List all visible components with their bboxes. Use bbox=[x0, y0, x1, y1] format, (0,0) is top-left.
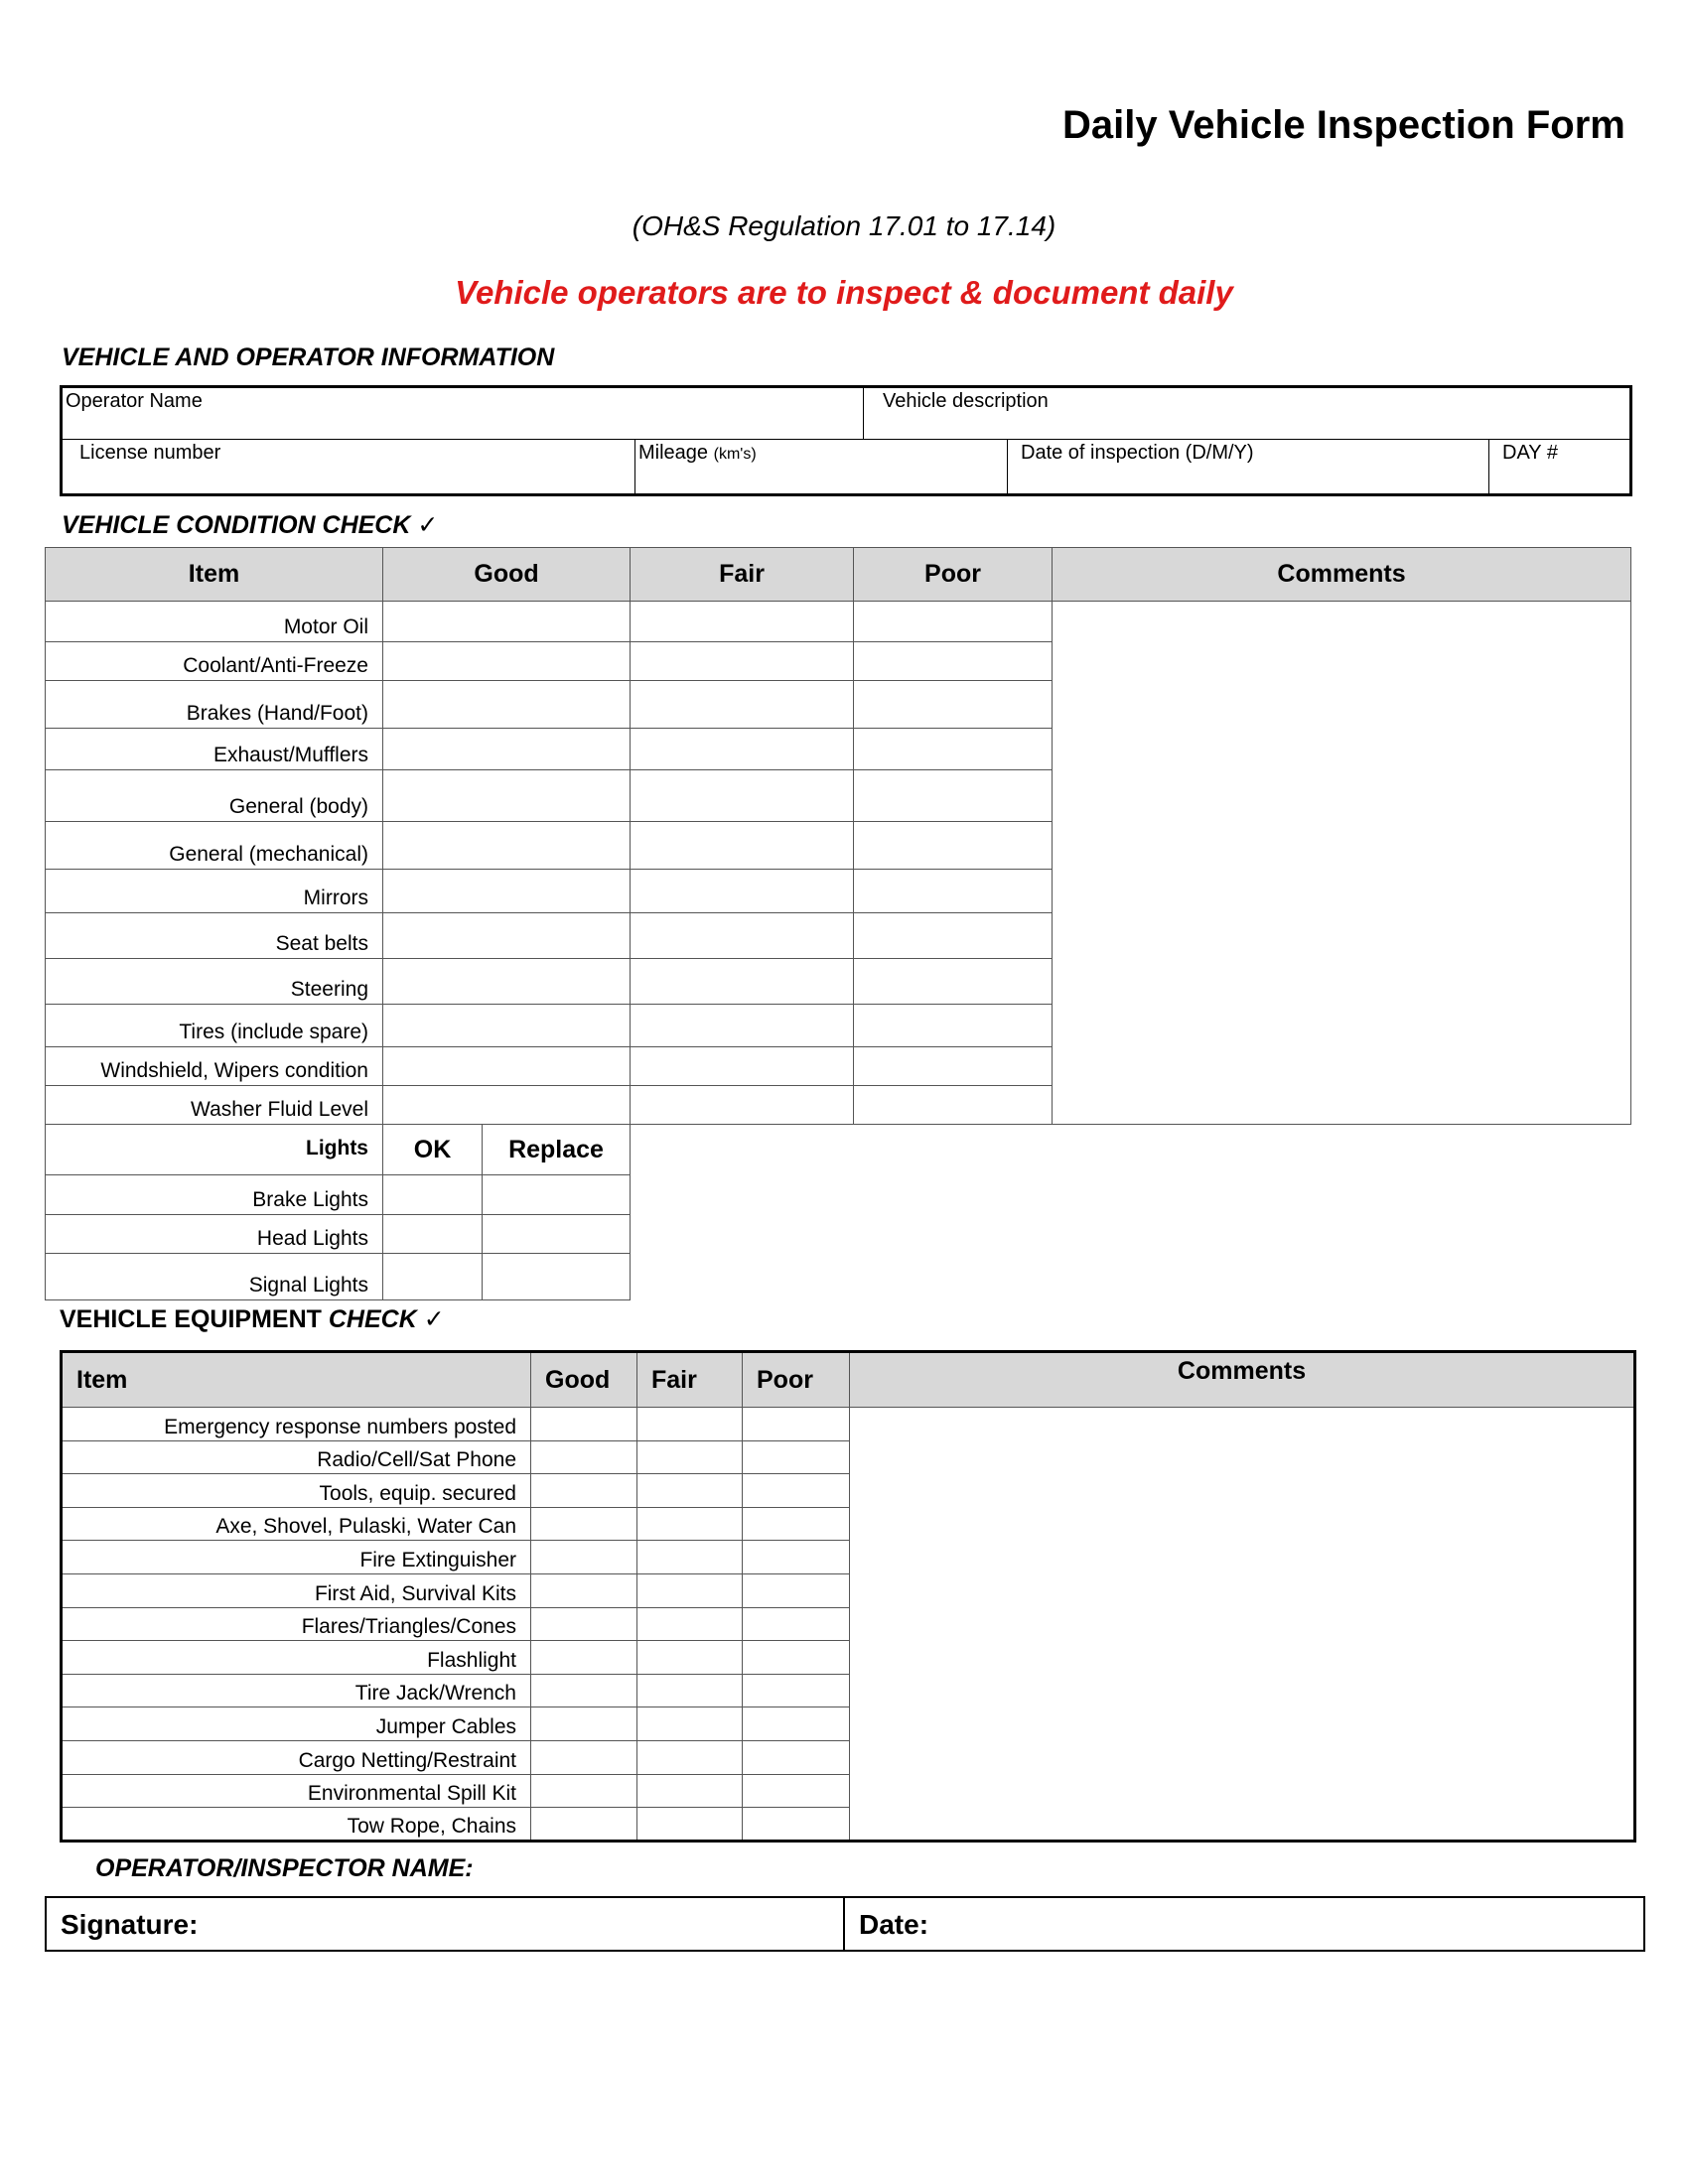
poor-cell[interactable] bbox=[743, 1541, 850, 1574]
poor-cell[interactable] bbox=[743, 1641, 850, 1675]
condition-item: Tires (include spare) bbox=[46, 1005, 383, 1047]
equipment-item: Radio/Cell/Sat Phone bbox=[62, 1440, 531, 1474]
col-replace: Replace bbox=[483, 1125, 631, 1175]
signature-box bbox=[45, 1896, 1645, 1952]
good-cell[interactable] bbox=[531, 1507, 637, 1541]
good-cell[interactable] bbox=[383, 1086, 631, 1125]
operator-name-field[interactable]: Operator Name bbox=[66, 390, 203, 412]
mileage-label: Mileage bbox=[638, 442, 709, 464]
good-cell[interactable] bbox=[531, 1440, 637, 1474]
col-good: Good bbox=[383, 548, 631, 602]
col-item: Item bbox=[62, 1352, 531, 1408]
poor-cell[interactable] bbox=[854, 959, 1053, 1005]
good-cell[interactable] bbox=[531, 1674, 637, 1707]
fair-cell[interactable] bbox=[637, 1641, 743, 1675]
replace-cell[interactable] bbox=[483, 1254, 631, 1300]
condition-item: General (mechanical) bbox=[46, 822, 383, 870]
lights-item: Signal Lights bbox=[46, 1254, 383, 1300]
equipment-item: First Aid, Survival Kits bbox=[62, 1573, 531, 1607]
fair-cell[interactable] bbox=[637, 1474, 743, 1508]
equipment-item: Jumper Cables bbox=[62, 1707, 531, 1741]
lights-item: Head Lights bbox=[46, 1215, 383, 1254]
condition-item: Coolant/Anti-Freeze bbox=[46, 642, 383, 681]
condition-comments-cell[interactable] bbox=[1053, 602, 1631, 1125]
condition-item: Windshield, Wipers condition bbox=[46, 1047, 383, 1086]
date-field[interactable]: Date: bbox=[859, 1909, 929, 1940]
col-comments: Comments bbox=[850, 1352, 1635, 1408]
condition-item: Exhaust/Mufflers bbox=[46, 729, 383, 770]
condition-item: Washer Fluid Level bbox=[46, 1086, 383, 1125]
poor-cell[interactable] bbox=[743, 1573, 850, 1607]
vehicle-info-heading: VEHICLE AND OPERATOR INFORMATION bbox=[62, 343, 555, 371]
good-cell[interactable] bbox=[383, 1047, 631, 1086]
poor-cell[interactable] bbox=[854, 602, 1053, 642]
mileage-unit: (km's) bbox=[713, 446, 757, 463]
poor-cell[interactable] bbox=[854, 1086, 1053, 1125]
poor-cell[interactable] bbox=[854, 1005, 1053, 1047]
good-cell[interactable] bbox=[531, 1573, 637, 1607]
equipment-item: Environmental Spill Kit bbox=[62, 1774, 531, 1808]
fair-cell[interactable] bbox=[631, 729, 854, 770]
col-comments: Comments bbox=[1053, 548, 1631, 602]
good-cell[interactable] bbox=[531, 1474, 637, 1508]
fair-cell[interactable] bbox=[631, 1086, 854, 1125]
condition-item: Brakes (Hand/Foot) bbox=[46, 681, 383, 729]
condition-item: Mirrors bbox=[46, 870, 383, 913]
equipment-item: Tools, equip. secured bbox=[62, 1474, 531, 1508]
good-cell[interactable] bbox=[383, 913, 631, 959]
condition-item: Seat belts bbox=[46, 913, 383, 959]
fair-cell[interactable] bbox=[637, 1541, 743, 1574]
fair-cell[interactable] bbox=[631, 602, 854, 642]
good-cell[interactable] bbox=[531, 1740, 637, 1774]
good-cell[interactable] bbox=[531, 1808, 637, 1842]
license-number-field[interactable]: License number bbox=[79, 442, 221, 464]
condition-check-heading: VEHICLE CONDITION CHECK ✓ bbox=[62, 511, 439, 539]
good-cell[interactable] bbox=[383, 602, 631, 642]
fair-cell[interactable] bbox=[631, 913, 854, 959]
checkmark-icon: ✓ bbox=[417, 511, 439, 539]
vehicle-description-field[interactable]: Vehicle description bbox=[883, 390, 1049, 412]
poor-cell[interactable] bbox=[854, 642, 1053, 681]
ok-cell[interactable] bbox=[383, 1254, 483, 1300]
good-cell[interactable] bbox=[383, 770, 631, 822]
equipment-item: Emergency response numbers posted bbox=[62, 1408, 531, 1441]
good-cell[interactable] bbox=[383, 959, 631, 1005]
fair-cell[interactable] bbox=[637, 1507, 743, 1541]
good-cell[interactable] bbox=[383, 870, 631, 913]
col-poor: Poor bbox=[743, 1352, 850, 1408]
col-fair: Fair bbox=[631, 548, 854, 602]
equipment-comments-cell[interactable] bbox=[850, 1408, 1635, 1842]
poor-cell[interactable] bbox=[854, 681, 1053, 729]
fair-cell[interactable] bbox=[631, 642, 854, 681]
good-cell[interactable] bbox=[383, 822, 631, 870]
equipment-item: Fire Extinguisher bbox=[62, 1541, 531, 1574]
condition-item: Steering bbox=[46, 959, 383, 1005]
fair-cell[interactable] bbox=[631, 870, 854, 913]
day-number-field[interactable]: DAY # bbox=[1502, 442, 1558, 464]
poor-cell[interactable] bbox=[854, 1047, 1053, 1086]
poor-cell[interactable] bbox=[743, 1440, 850, 1474]
checkmark-icon: ✓ bbox=[423, 1305, 445, 1333]
fair-cell[interactable] bbox=[631, 1047, 854, 1086]
regulation-subtitle: (OH&S Regulation 17.01 to 17.14) bbox=[632, 210, 1056, 241]
poor-cell[interactable] bbox=[743, 1774, 850, 1808]
fair-cell[interactable] bbox=[631, 770, 854, 822]
ok-cell[interactable] bbox=[383, 1175, 483, 1215]
fair-cell[interactable] bbox=[631, 959, 854, 1005]
fair-cell[interactable] bbox=[637, 1440, 743, 1474]
fair-cell[interactable] bbox=[637, 1573, 743, 1607]
good-cell[interactable] bbox=[383, 1005, 631, 1047]
signature-field[interactable]: Signature: bbox=[61, 1909, 199, 1940]
good-cell[interactable] bbox=[531, 1774, 637, 1808]
good-cell[interactable] bbox=[531, 1707, 637, 1741]
lights-item: Brake Lights bbox=[46, 1175, 383, 1215]
equipment-check-heading: VEHICLE EQUIPMENT CHECK ✓ bbox=[60, 1305, 445, 1333]
poor-cell[interactable] bbox=[743, 1740, 850, 1774]
fair-cell[interactable] bbox=[637, 1674, 743, 1707]
fair-cell[interactable] bbox=[631, 822, 854, 870]
mileage-field[interactable] bbox=[638, 442, 757, 465]
warning-text: Vehicle operators are to inspect & document daily bbox=[455, 274, 1233, 311]
fair-cell[interactable] bbox=[631, 681, 854, 729]
fair-cell[interactable] bbox=[637, 1607, 743, 1641]
poor-cell[interactable] bbox=[854, 913, 1053, 959]
good-cell[interactable] bbox=[531, 1607, 637, 1641]
condition-table bbox=[45, 547, 1631, 1300]
fair-cell[interactable] bbox=[637, 1408, 743, 1441]
good-cell[interactable] bbox=[531, 1408, 637, 1441]
col-poor: Poor bbox=[854, 548, 1053, 602]
condition-item: General (body) bbox=[46, 770, 383, 822]
equipment-item: Flashlight bbox=[62, 1641, 531, 1675]
fair-cell[interactable] bbox=[637, 1707, 743, 1741]
good-cell[interactable] bbox=[383, 642, 631, 681]
replace-cell[interactable] bbox=[483, 1215, 631, 1254]
fair-cell[interactable] bbox=[631, 1005, 854, 1047]
poor-cell[interactable] bbox=[743, 1474, 850, 1508]
poor-cell[interactable] bbox=[854, 870, 1053, 913]
poor-cell[interactable] bbox=[743, 1808, 850, 1842]
equipment-item: Flares/Triangles/Cones bbox=[62, 1607, 531, 1641]
operator-inspector-label: OPERATOR/INSPECTOR NAME: bbox=[95, 1854, 474, 1882]
fair-cell[interactable] bbox=[637, 1774, 743, 1808]
equipment-item: Tire Jack/Wrench bbox=[62, 1674, 531, 1707]
date-of-inspection-field[interactable]: Date of inspection (D/M/Y) bbox=[1021, 442, 1254, 464]
equipment-item: Tow Rope, Chains bbox=[62, 1808, 531, 1842]
fair-cell[interactable] bbox=[637, 1808, 743, 1842]
col-ok: OK bbox=[383, 1125, 483, 1175]
vehicle-info-box bbox=[60, 385, 1632, 496]
poor-cell[interactable] bbox=[854, 770, 1053, 822]
poor-cell[interactable] bbox=[743, 1607, 850, 1641]
good-cell[interactable] bbox=[531, 1541, 637, 1574]
equipment-table bbox=[60, 1350, 1636, 1843]
good-cell[interactable] bbox=[383, 681, 631, 729]
col-item: Item bbox=[46, 548, 383, 602]
ok-cell[interactable] bbox=[383, 1215, 483, 1254]
equipment-item: Cargo Netting/Restraint bbox=[62, 1740, 531, 1774]
replace-cell[interactable] bbox=[483, 1175, 631, 1215]
poor-cell[interactable] bbox=[743, 1707, 850, 1741]
good-cell[interactable] bbox=[531, 1641, 637, 1675]
poor-cell[interactable] bbox=[743, 1507, 850, 1541]
col-good: Good bbox=[531, 1352, 637, 1408]
poor-cell[interactable] bbox=[854, 729, 1053, 770]
poor-cell[interactable] bbox=[854, 822, 1053, 870]
poor-cell[interactable] bbox=[743, 1408, 850, 1441]
lights-label: Lights bbox=[46, 1125, 383, 1175]
col-fair: Fair bbox=[637, 1352, 743, 1408]
form-title: Daily Vehicle Inspection Form bbox=[1062, 103, 1625, 147]
fair-cell[interactable] bbox=[637, 1740, 743, 1774]
condition-item: Motor Oil bbox=[46, 602, 383, 642]
poor-cell[interactable] bbox=[743, 1674, 850, 1707]
good-cell[interactable] bbox=[383, 729, 631, 770]
equipment-item: Axe, Shovel, Pulaski, Water Can bbox=[62, 1507, 531, 1541]
